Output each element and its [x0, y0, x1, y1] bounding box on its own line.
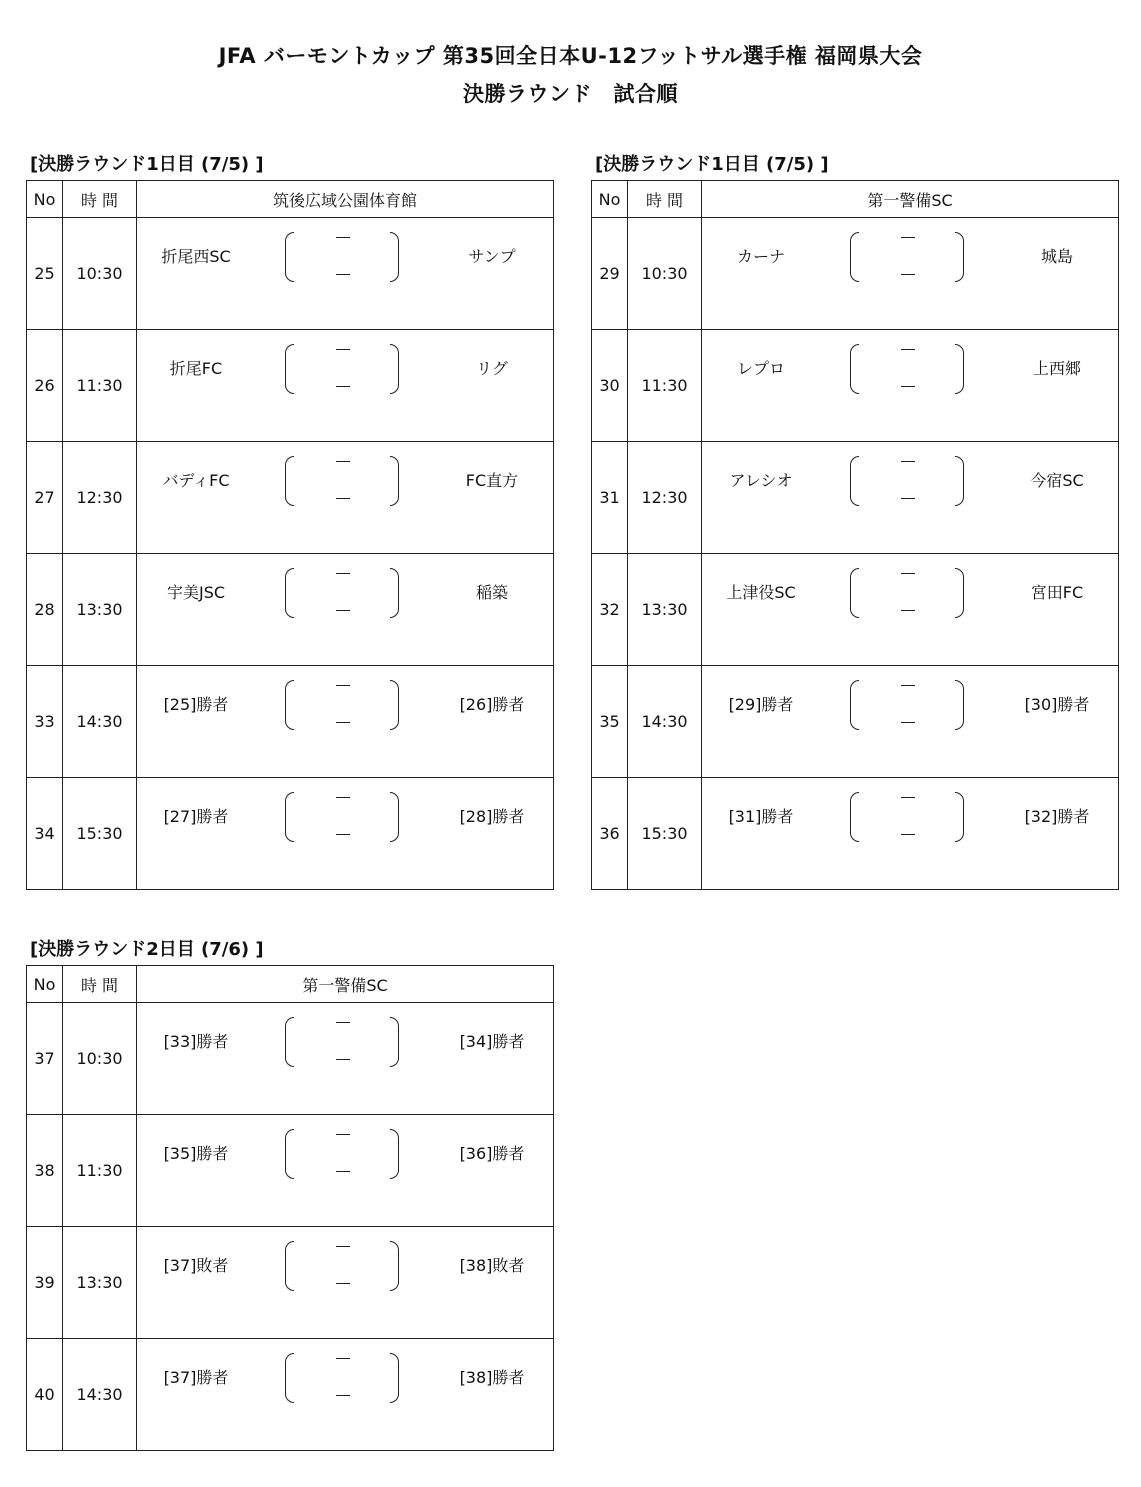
away-team: 宮田FC	[1030, 583, 1084, 602]
left-paren	[850, 792, 859, 842]
second-half-dash	[336, 1059, 350, 1060]
section-label: [決勝ラウンド1日目 (7/5) ]	[595, 154, 829, 175]
second-half-dash	[336, 1395, 350, 1396]
score-box	[285, 1353, 399, 1405]
match-time: 15:30	[628, 778, 702, 890]
away-team: [34]勝者	[459, 1032, 525, 1051]
match-time: 11:30	[63, 330, 137, 442]
right-paren	[390, 1353, 399, 1403]
score-box	[285, 1129, 399, 1181]
match-no: 32	[592, 554, 628, 666]
match-no: 30	[592, 330, 628, 442]
match-time: 10:30	[63, 218, 137, 330]
header-venue: 筑後広域公園体育館	[137, 181, 554, 218]
home-team: [25]勝者	[163, 695, 229, 714]
table-row	[27, 554, 554, 666]
match-time: 13:30	[63, 554, 137, 666]
second-half-dash	[901, 386, 915, 387]
match-cell	[702, 330, 1119, 442]
home-team: カーナ	[736, 247, 785, 266]
away-team: [38]敗者	[459, 1256, 525, 1275]
header-time: 時 間	[628, 181, 702, 218]
table-row	[27, 1339, 554, 1451]
match-time: 12:30	[628, 442, 702, 554]
match-time: 13:30	[63, 1227, 137, 1339]
second-half-dash	[336, 274, 350, 275]
match-table	[26, 965, 554, 1451]
left-paren	[850, 232, 859, 282]
match-time: 11:30	[628, 330, 702, 442]
score-box	[850, 456, 964, 508]
away-team: リグ	[476, 359, 508, 378]
header-no: No	[27, 181, 63, 218]
table-header-row	[27, 966, 554, 1003]
left-paren	[850, 344, 859, 394]
first-half-dash	[901, 797, 915, 798]
table-row	[27, 778, 554, 890]
table-row	[592, 442, 1119, 554]
match-cell	[702, 778, 1119, 890]
home-team: [29]勝者	[728, 695, 794, 714]
right-paren	[390, 792, 399, 842]
second-half-dash	[336, 498, 350, 499]
first-half-dash	[336, 573, 350, 574]
second-half-dash	[901, 610, 915, 611]
score-box	[285, 568, 399, 620]
home-team: [35]勝者	[163, 1144, 229, 1163]
header-time: 時 間	[63, 966, 137, 1003]
right-paren	[955, 680, 964, 730]
home-team: [31]勝者	[728, 807, 794, 826]
match-no: 36	[592, 778, 628, 890]
home-team: [27]勝者	[163, 807, 229, 826]
second-half-dash	[336, 722, 350, 723]
document-title: JFA バーモントカップ 第35回全日本U-12フットサル選手権 福岡県大会	[218, 44, 923, 68]
left-paren	[850, 456, 859, 506]
right-paren	[390, 344, 399, 394]
left-paren	[285, 1017, 294, 1067]
right-paren	[955, 568, 964, 618]
match-cell	[137, 442, 554, 554]
match-cell	[137, 554, 554, 666]
match-cell	[702, 442, 1119, 554]
first-half-dash	[336, 797, 350, 798]
home-team: [33]勝者	[163, 1032, 229, 1051]
schedule-day1-chikugo	[26, 150, 554, 890]
table-row	[592, 554, 1119, 666]
away-team: FC直方	[465, 471, 519, 490]
table-row	[27, 442, 554, 554]
match-time: 10:30	[63, 1003, 137, 1115]
match-no: 35	[592, 666, 628, 778]
match-no: 29	[592, 218, 628, 330]
schedule-day1-daiichi	[591, 150, 1119, 890]
score-box	[850, 680, 964, 732]
score-box	[285, 1241, 399, 1293]
away-team: 稲築	[475, 583, 508, 602]
first-half-dash	[336, 685, 350, 686]
home-team: 折尾西SC	[161, 247, 231, 266]
left-paren	[285, 1241, 294, 1291]
table-row	[27, 1227, 554, 1339]
away-team: 今宿SC	[1030, 471, 1084, 490]
table-row	[592, 666, 1119, 778]
header-no: No	[592, 181, 628, 218]
first-half-dash	[901, 461, 915, 462]
match-cell	[137, 1115, 554, 1227]
document-subtitle: 決勝ラウンド 試合順	[463, 82, 678, 106]
right-paren	[390, 1241, 399, 1291]
table-row	[27, 1003, 554, 1115]
first-half-dash	[901, 237, 915, 238]
match-cell	[137, 778, 554, 890]
score-box	[285, 680, 399, 732]
home-team: バディFC	[162, 471, 230, 490]
second-half-dash	[336, 610, 350, 611]
table-row	[27, 218, 554, 330]
match-no: 28	[27, 554, 63, 666]
match-time: 14:30	[63, 666, 137, 778]
second-half-dash	[336, 834, 350, 835]
header-venue: 第一警備SC	[702, 181, 1119, 218]
left-paren	[285, 1353, 294, 1403]
home-team: 上津役SC	[726, 583, 796, 602]
match-no: 33	[27, 666, 63, 778]
second-half-dash	[336, 1171, 350, 1172]
away-team: [30]勝者	[1024, 695, 1090, 714]
table-row	[592, 218, 1119, 330]
left-paren	[850, 680, 859, 730]
match-table	[591, 180, 1119, 890]
right-paren	[390, 456, 399, 506]
score-box	[850, 232, 964, 284]
right-paren	[390, 1129, 399, 1179]
match-cell	[137, 330, 554, 442]
match-time: 11:30	[63, 1115, 137, 1227]
right-paren	[955, 232, 964, 282]
left-paren	[285, 680, 294, 730]
second-half-dash	[901, 834, 915, 835]
second-half-dash	[901, 274, 915, 275]
right-paren	[390, 568, 399, 618]
match-cell	[702, 554, 1119, 666]
left-paren	[285, 1129, 294, 1179]
match-cell	[137, 1003, 554, 1115]
match-time: 12:30	[63, 442, 137, 554]
away-team: [28]勝者	[459, 807, 525, 826]
left-paren	[285, 232, 294, 282]
first-half-dash	[901, 573, 915, 574]
left-paren	[285, 792, 294, 842]
table-row	[592, 778, 1119, 890]
home-team: 宇美JSC	[166, 583, 226, 602]
first-half-dash	[336, 1246, 350, 1247]
table-header-row	[592, 181, 1119, 218]
table-row	[592, 330, 1119, 442]
score-box	[285, 456, 399, 508]
score-box	[850, 568, 964, 620]
match-time: 14:30	[628, 666, 702, 778]
right-paren	[390, 232, 399, 282]
home-team: アレシオ	[729, 471, 793, 490]
left-paren	[285, 456, 294, 506]
right-paren	[955, 344, 964, 394]
header-venue: 第一警備SC	[137, 966, 554, 1003]
match-no: 31	[592, 442, 628, 554]
first-half-dash	[336, 237, 350, 238]
first-half-dash	[336, 349, 350, 350]
first-half-dash	[336, 1022, 350, 1023]
table-header-row	[27, 181, 554, 218]
home-team: レプロ	[736, 359, 785, 378]
match-no: 37	[27, 1003, 63, 1115]
right-paren	[955, 792, 964, 842]
left-paren	[850, 568, 859, 618]
right-paren	[955, 456, 964, 506]
match-cell	[137, 1339, 554, 1451]
second-half-dash	[901, 498, 915, 499]
second-half-dash	[336, 386, 350, 387]
match-table	[26, 180, 554, 890]
match-cell	[702, 218, 1119, 330]
away-team: [38]勝者	[459, 1368, 525, 1387]
away-team: [26]勝者	[459, 695, 525, 714]
score-box	[850, 344, 964, 396]
left-paren	[285, 344, 294, 394]
section-label: [決勝ラウンド1日目 (7/5) ]	[30, 154, 264, 175]
away-team: サンプ	[468, 247, 516, 266]
score-box	[285, 232, 399, 284]
score-box	[285, 792, 399, 844]
table-row	[27, 330, 554, 442]
away-team: 上西郷	[1032, 359, 1081, 378]
header-time: 時 間	[63, 181, 137, 218]
match-no: 27	[27, 442, 63, 554]
first-half-dash	[901, 685, 915, 686]
second-half-dash	[901, 722, 915, 723]
match-no: 39	[27, 1227, 63, 1339]
away-team: [32]勝者	[1024, 807, 1090, 826]
table-row	[27, 666, 554, 778]
match-time: 15:30	[63, 778, 137, 890]
first-half-dash	[336, 1134, 350, 1135]
home-team: [37]敗者	[163, 1256, 229, 1275]
right-paren	[390, 1017, 399, 1067]
table-row	[27, 1115, 554, 1227]
home-team: [37]勝者	[163, 1368, 229, 1387]
match-no: 40	[27, 1339, 63, 1451]
schedule-day2-daiichi	[26, 935, 554, 1451]
match-no: 38	[27, 1115, 63, 1227]
away-team: [36]勝者	[459, 1144, 525, 1163]
match-no: 34	[27, 778, 63, 890]
score-box	[850, 792, 964, 844]
match-no: 26	[27, 330, 63, 442]
match-cell	[137, 218, 554, 330]
first-half-dash	[336, 461, 350, 462]
right-paren	[390, 680, 399, 730]
match-no: 25	[27, 218, 63, 330]
match-time: 13:30	[628, 554, 702, 666]
first-half-dash	[336, 1358, 350, 1359]
home-team: 折尾FC	[169, 359, 223, 378]
match-cell	[137, 1227, 554, 1339]
match-cell	[702, 666, 1119, 778]
header-no: No	[27, 966, 63, 1003]
away-team: 城島	[1040, 247, 1073, 266]
section-label: [決勝ラウンド2日目 (7/6) ]	[30, 939, 264, 960]
left-paren	[285, 568, 294, 618]
score-box	[285, 1017, 399, 1069]
first-half-dash	[901, 349, 915, 350]
second-half-dash	[336, 1283, 350, 1284]
match-time: 14:30	[63, 1339, 137, 1451]
match-time: 10:30	[628, 218, 702, 330]
score-box	[285, 344, 399, 396]
match-cell	[137, 666, 554, 778]
